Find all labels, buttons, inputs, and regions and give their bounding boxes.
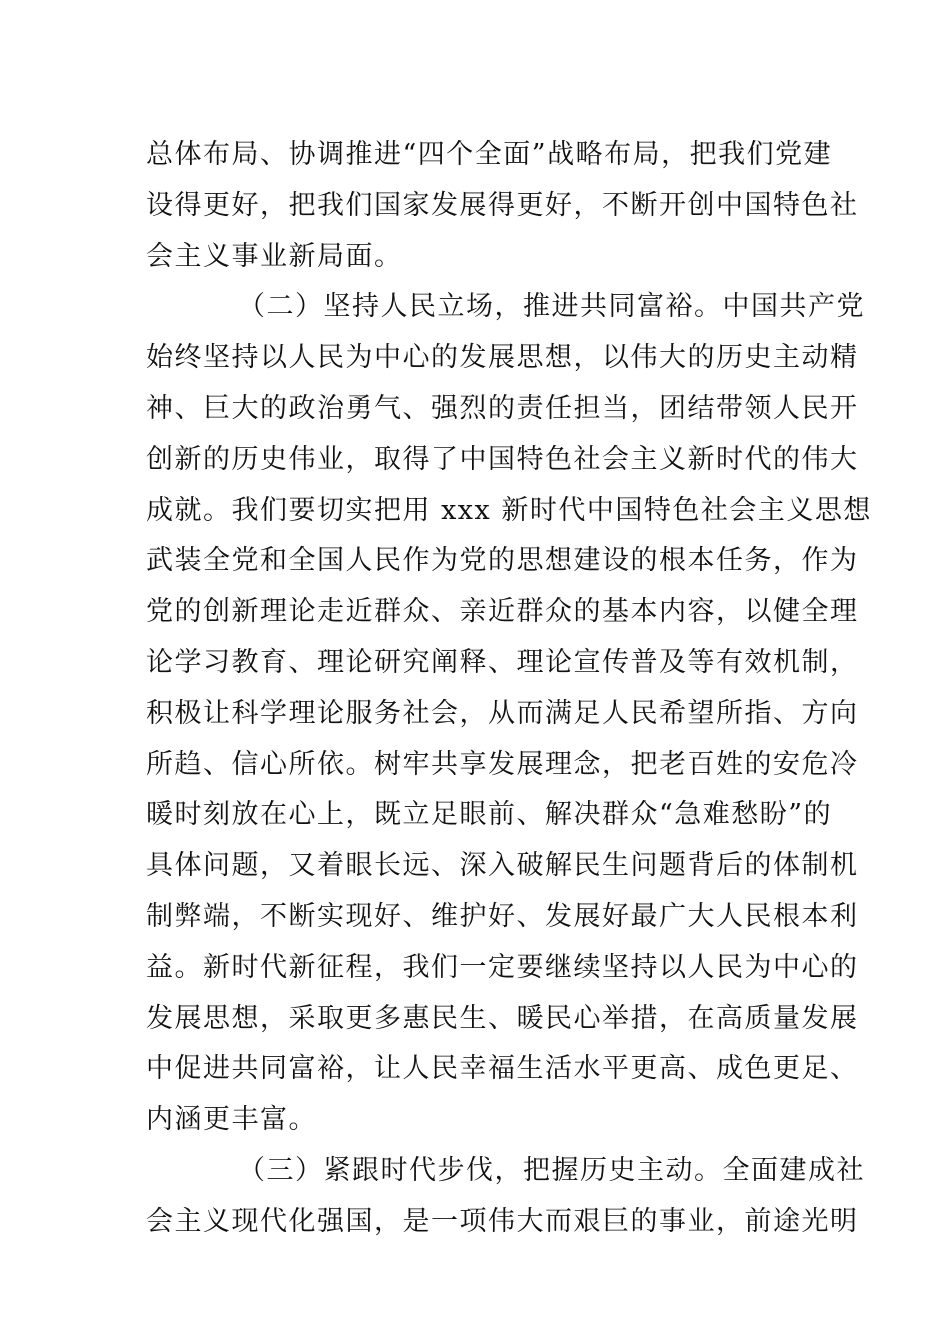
text-line: 设得更好，把我们国家发展得更好，不断开创中国特色社 (146, 189, 859, 221)
text-line: 论学习教育、理论研究阐释、理论宣传普及等有效机制， (146, 646, 859, 678)
text-line: 党的创新理论走近群众、亲近群众的基本内容，以健全理 (146, 596, 859, 628)
paragraph-2-first-line: （二）坚持人民立场，推进共同富裕。中国共产党 (238, 291, 865, 323)
text-line: 积极让科学理论服务社会，从而满足人民希望所指、方向 (146, 697, 859, 729)
text-line: 始终坚持以人民为中心的发展思想，以伟大的历史主动精 (146, 342, 859, 374)
text-line: 会主义现代化强国，是一项伟大而艰巨的事业，前途光明 (146, 1205, 859, 1237)
text-line: 所趋、信心所依。树牢共享发展理念，把老百姓的安危冷 (146, 748, 859, 780)
paragraph-3-first-line: （三）紧跟时代步伐，把握历史主动。全面建成社 (238, 1154, 865, 1186)
text-line: 创新的历史伟业，取得了中国特色社会主义新时代的伟大 (146, 443, 859, 475)
text-line: 内涵更丰富。 (146, 1104, 317, 1136)
text-line: 益。新时代新征程，我们一定要继续坚持以人民为中心的 (146, 951, 859, 983)
text-line: 发展思想，采取更多惠民生、暖民心举措，在高质量发展 (146, 1002, 859, 1034)
text-line: 暖时刻放在心上，既立足眼前、解决群众“急难愁盼”的 (146, 799, 833, 831)
text-line: 具体问题，又着眼长远、深入破解民生问题背后的体制机 (146, 850, 859, 882)
text-line: 成就。我们要切实把用 xxx 新时代中国特色社会主义思想 (146, 494, 872, 526)
text-line: 总体布局、协调推进“四个全面”战略布局，把我们党建 (146, 139, 833, 170)
text-line: 中促进共同富裕，让人民幸福生活水平更高、成色更足、 (146, 1053, 859, 1085)
text-line: 武装全党和全国人民作为党的思想建设的根本任务，作为 (146, 545, 859, 577)
text-line: 制弊端，不断实现好、维护好、发展好最广大人民根本利 (146, 900, 859, 932)
text-line: 神、巨大的政治勇气、强烈的责任担当，团结带领人民开 (146, 392, 859, 424)
document-body (146, 130, 872, 1248)
text-line: 会主义事业新局面。 (146, 240, 403, 272)
